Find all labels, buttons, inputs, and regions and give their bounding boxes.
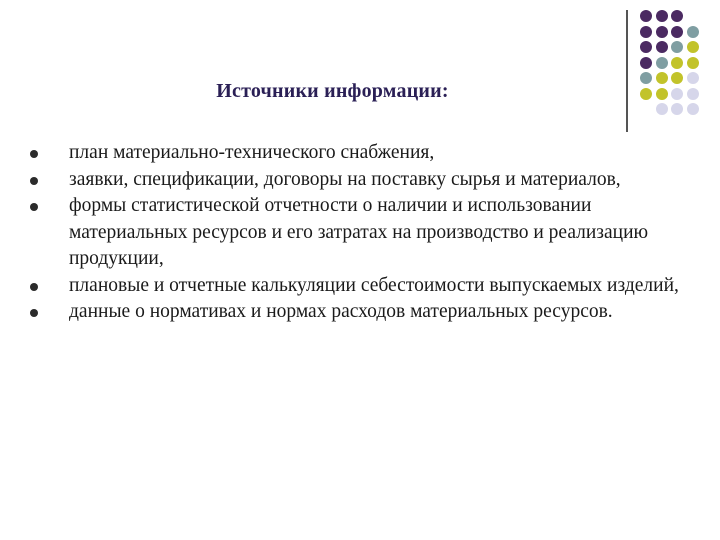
list-item xyxy=(30,140,680,167)
decorative-dot-olive xyxy=(687,57,699,69)
slide-title: Источники информации: xyxy=(216,80,449,102)
decorative-dot-olive xyxy=(671,57,683,69)
decorative-dot-purple xyxy=(671,26,683,38)
decorative-dot-lavender xyxy=(687,88,699,100)
decorative-dot-purple xyxy=(656,26,668,38)
list-item xyxy=(30,299,680,326)
decorative-dot-purple xyxy=(656,41,668,53)
bullet-icon xyxy=(30,203,38,211)
list-item xyxy=(30,167,680,194)
decorative-dot-olive xyxy=(687,41,699,53)
decorative-dot-purple xyxy=(671,10,683,22)
bullet-icon xyxy=(30,177,38,185)
bullet-icon xyxy=(30,150,38,158)
decorative-dot-purple xyxy=(640,41,652,53)
bullet-list xyxy=(30,140,680,326)
decorative-dot-olive xyxy=(671,72,683,84)
decorative-dot-lavender xyxy=(687,72,699,84)
decorative-dot-lavender xyxy=(671,103,683,115)
list-item-text: план материально-технического снабжения, xyxy=(69,142,435,163)
decorative-vertical-line xyxy=(626,10,628,132)
bullet-icon xyxy=(30,309,38,317)
decorative-dot-purple xyxy=(656,10,668,22)
list-item-text: заявки, спецификации, договоры на поставку сырья и материалов, xyxy=(69,168,621,190)
decorative-dot-lavender xyxy=(656,103,668,115)
decorative-dot-teal xyxy=(671,41,683,53)
decorative-dot-purple xyxy=(640,26,652,38)
list-item xyxy=(30,193,680,273)
decorative-dot-lavender xyxy=(687,103,699,115)
decorative-dot-teal xyxy=(656,57,668,69)
decorative-dot-lavender xyxy=(671,88,683,100)
list-item-text: плановые и отчетные калькуляции себестоимости выпускаемых изделий, xyxy=(69,274,679,296)
decorative-dot-purple xyxy=(640,10,652,22)
decorative-dot-purple xyxy=(640,57,652,69)
list-item-text: данные о нормативах и нормах расходов материальных ресурсов. xyxy=(69,301,613,322)
bullet-icon xyxy=(30,283,38,291)
list-item xyxy=(30,273,680,300)
decorative-dot-grid xyxy=(640,10,720,120)
decorative-dot-teal xyxy=(687,26,699,38)
list-item-text: формы статистической отчетности о наличии и использовании материальных ресурсов и его затратах на производство и реализацию продукции, xyxy=(69,195,649,269)
